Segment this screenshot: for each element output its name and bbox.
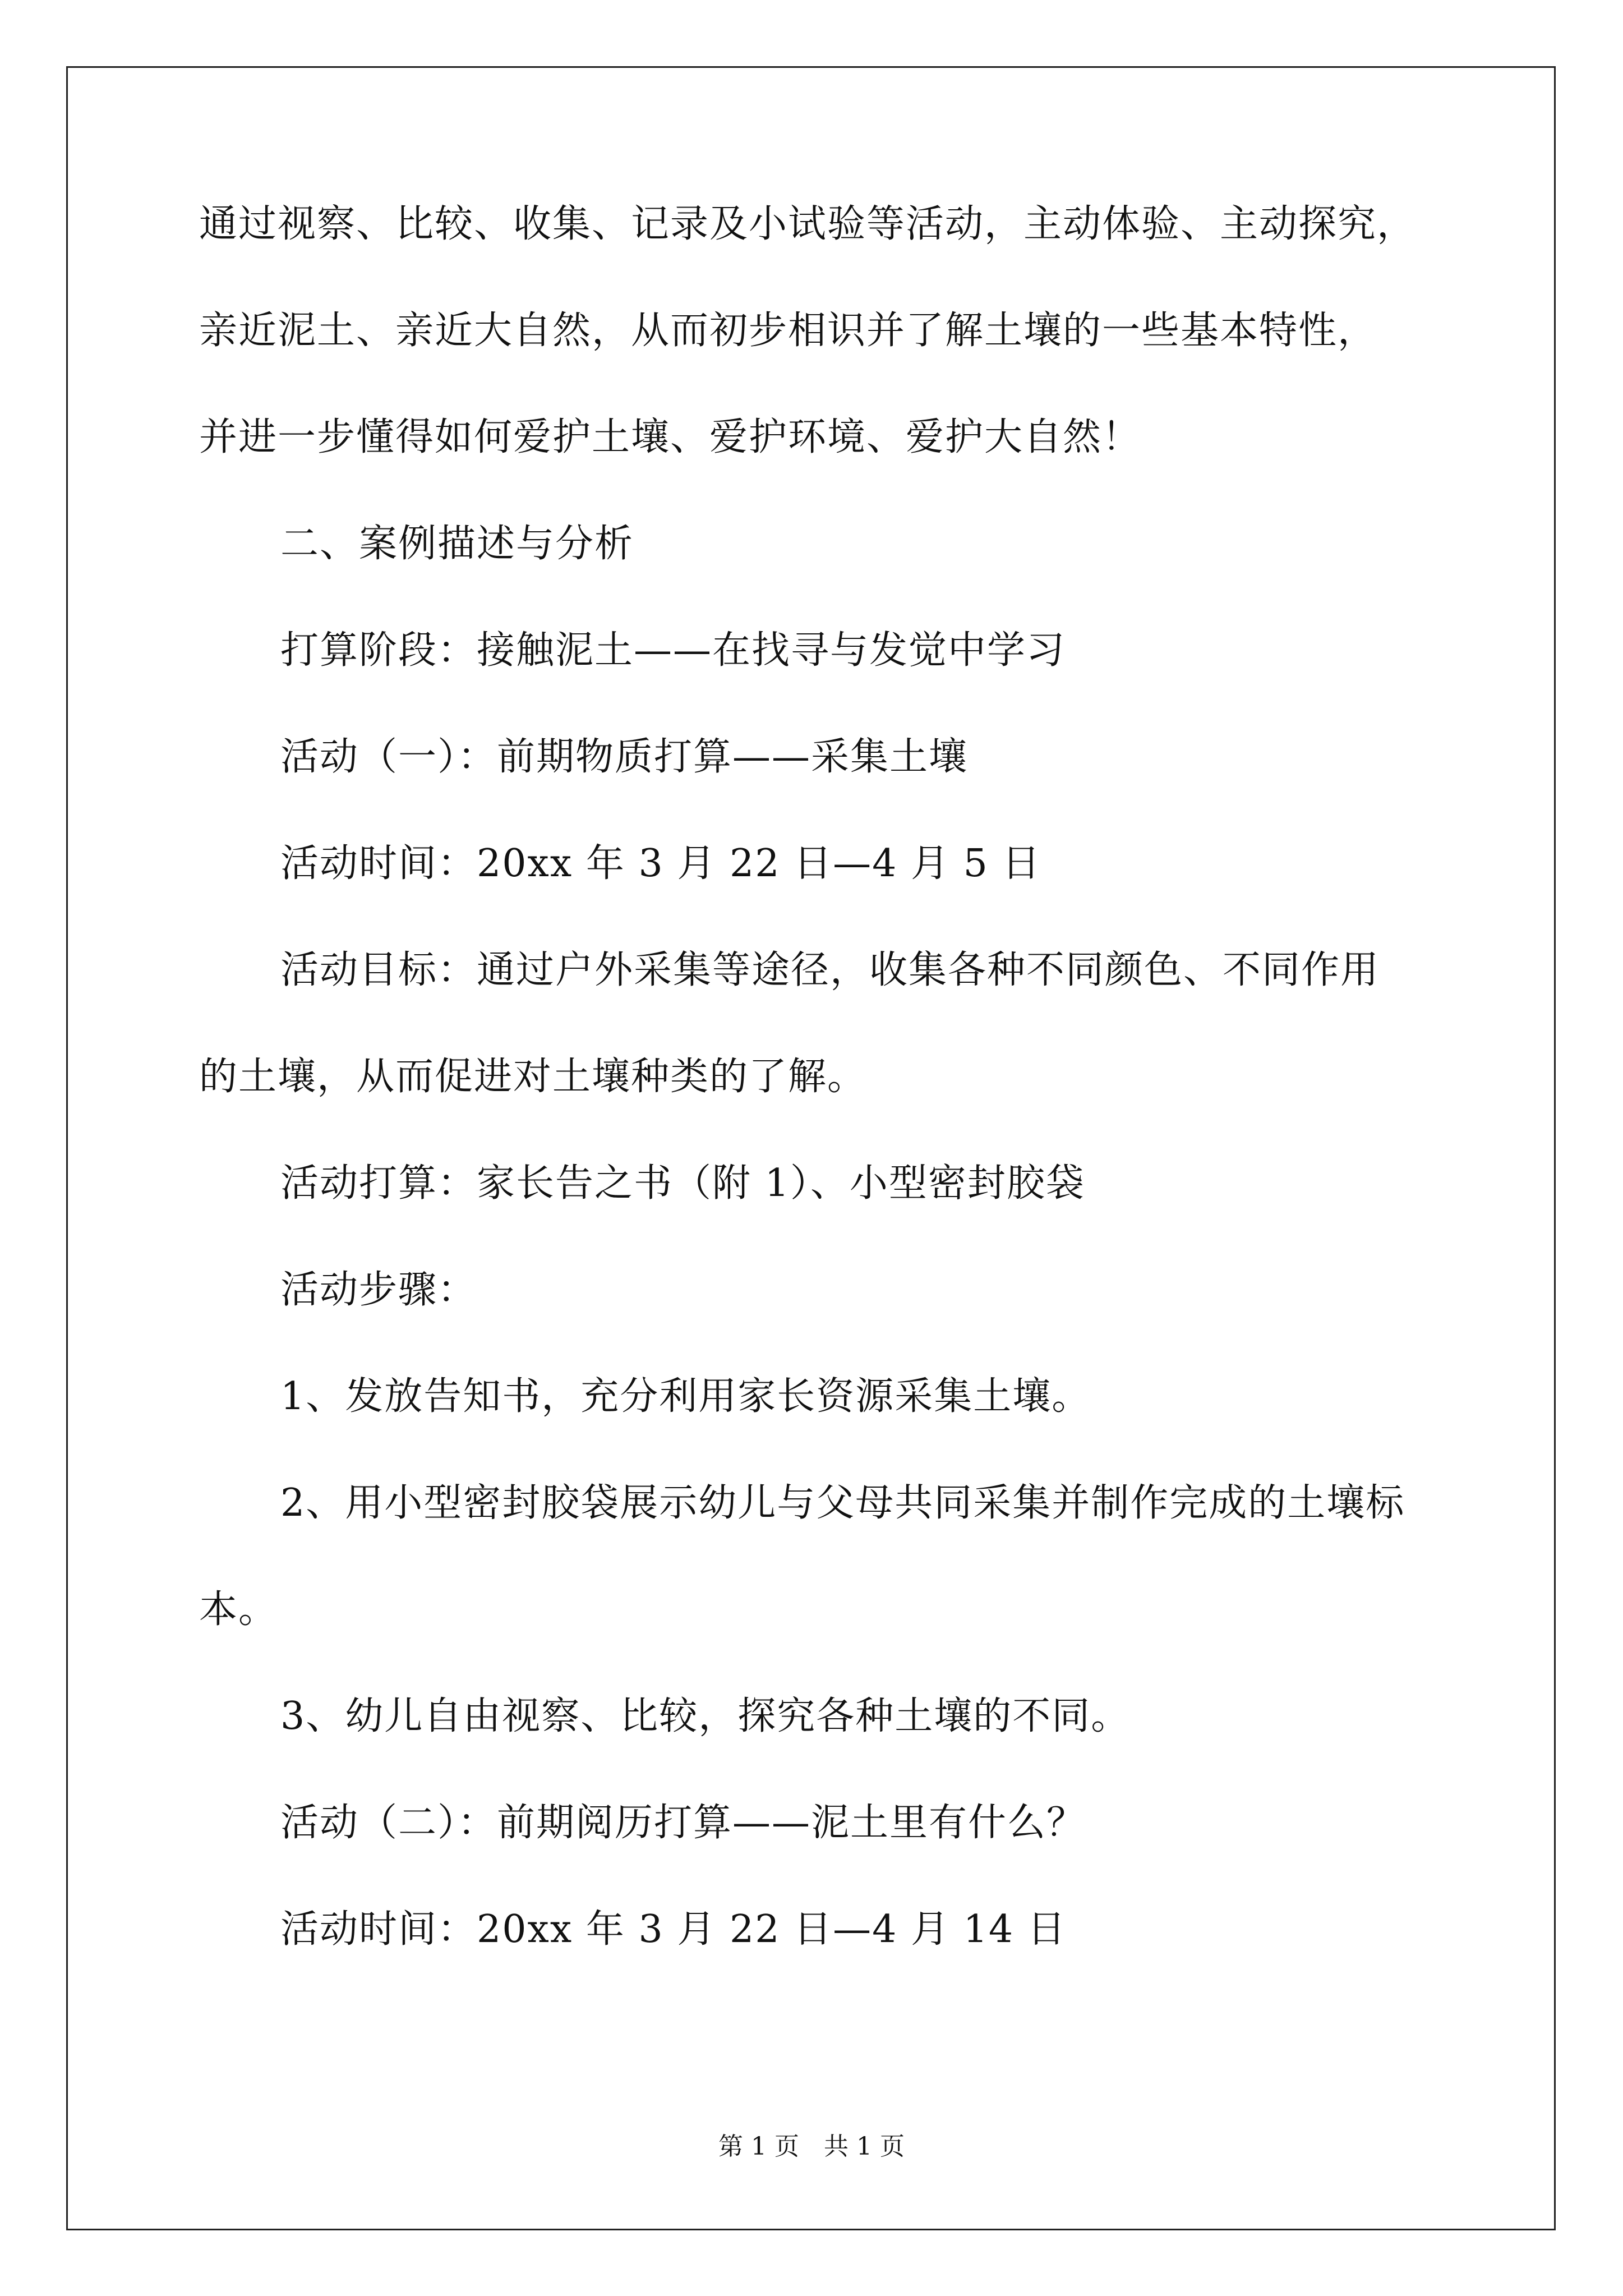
paragraph-line: 3、幼儿自由视察、比较，探究各种土壤的不同。 <box>280 1694 1131 1738</box>
paragraph-line: 亲近泥土、亲近大自然，从而初步相识并了解土壤的一些基本特性， <box>199 309 1377 353</box>
page-footer: 第 1 页 共 1 页 <box>718 2132 905 2161</box>
paragraph-line: 活动时间：20xx 年 3 月 22 日—4 月 5 日 <box>280 841 1041 886</box>
section-heading: 二、案例描述与分析 <box>280 522 634 566</box>
paragraph-line: 并进一步懂得如何爱护土壤、爱护环境、爱护大自然！ <box>199 415 1142 459</box>
paragraph-line: 的土壤，从而促进对土壤种类的了解。 <box>199 1055 867 1099</box>
paragraph-line: 活动步骤： <box>280 1268 477 1312</box>
paragraph-line: 活动目标：通过户外采集等途径，收集各种不同颜色、不同作用 <box>280 948 1380 992</box>
paragraph-line: 1、发放告知书，充分利用家长资源采集土壤。 <box>280 1374 1091 1419</box>
paragraph-line: 活动（二）：前期阅历打算——泥土里有什么？ <box>280 1801 1086 1845</box>
paragraph-line: 本。 <box>199 1588 278 1632</box>
paragraph-line: 通过视察、比较、收集、记录及小试验等活动，主动体验、主动探究， <box>199 202 1417 246</box>
paragraph-line: 活动打算：家长告之书（附 1）、小型密封胶袋 <box>280 1161 1085 1205</box>
paragraph-line: 打算阶段：接触泥土——在找寻与发觉中学习 <box>280 628 1066 673</box>
page-border <box>66 66 1556 2230</box>
paragraph-line: 2、用小型密封胶袋展示幼儿与父母共同采集并制作完成的土壤标 <box>280 1481 1405 1525</box>
paragraph-line: 活动（一）：前期物质打算——采集土壤 <box>280 735 969 779</box>
paragraph-line: 活动时间：20xx 年 3 月 22 日—4 月 14 日 <box>280 1907 1067 1952</box>
